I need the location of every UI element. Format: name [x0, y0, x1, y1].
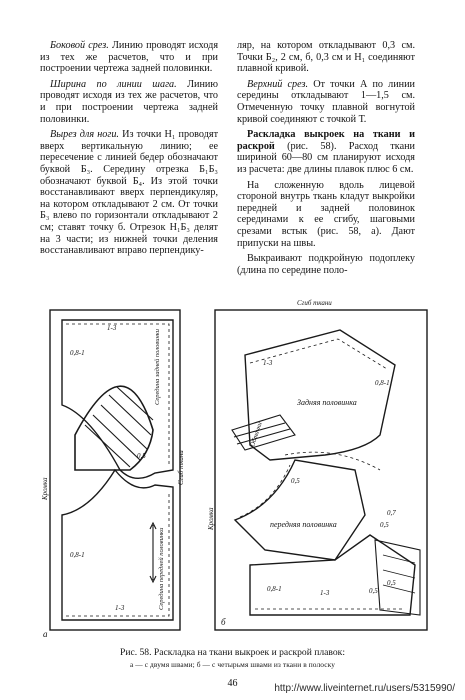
- label-seam: 0,7: [387, 509, 396, 517]
- figure-58: [35, 295, 435, 645]
- label-panel-b: б: [221, 617, 226, 627]
- paragraph-folding: [237, 180, 415, 250]
- label-panel-a: а: [43, 629, 48, 639]
- paragraph-step-width: [40, 79, 218, 125]
- paragraph-leg-cut: [40, 129, 218, 257]
- gusset-stripes-b: [383, 555, 415, 593]
- label-facings: Обтачки: [249, 421, 264, 448]
- run-in-heading: Ширина по линии шага.: [50, 78, 177, 90]
- label-seam: 0,5: [380, 521, 389, 529]
- label-back-half: Задняя половинка: [297, 398, 357, 407]
- paragraph-layout: [237, 129, 415, 175]
- paragraph-text: На сложенную вдоль лицевой стороной внутрь ткань кладут выкройки передней и задней половинок серединами к ее сгибу, шаговыми срезами встык (рис. 58, а). Дают припуски на швы.: [237, 179, 415, 249]
- page-number: 46: [227, 678, 238, 689]
- paragraph-continuation: [237, 40, 415, 75]
- paragraph-top-seam: [237, 79, 415, 125]
- paragraph-text: (рис. 58). Расход ткани шириной 60—80 см планируют исходя из расчета: две длины плавок плюс 6 см.: [237, 140, 416, 175]
- label-seam: 0,5: [369, 587, 378, 595]
- label-seam: 0,5: [137, 452, 146, 460]
- front-half-outline-a: [62, 470, 173, 620]
- label-seam: 1-3: [107, 324, 117, 332]
- grain-arrow-a: [150, 523, 156, 582]
- paragraph-text: Из точки Н₁ проводят вверх вертикальную линию; ее пересечение с линией бедер обозначают буквой Б₃. Середину отрезка Б₁Б₃ обозначают буквой Б₄. Из этой точки восстанавливают вверх перпендикуляр, на котором откладывают 2 см. От точки Б₃ влево по горизонтали откладывают 2 см; ставят точку б. Отрезок Н₁Б₃ делят на 3 части; из нижней точки деления восстанавливают вправо перпендику-: [40, 129, 219, 257]
- label-seam: 0,8-1: [70, 551, 85, 559]
- label-seam: 0,5: [291, 477, 300, 485]
- label-seam: 0,8-1: [267, 585, 282, 593]
- paragraph-text: Линию проводят исходя из тех же расчетов, что и при построении чертежа задней половинки.: [40, 40, 219, 75]
- run-in-heading: Верхний срез.: [247, 78, 309, 90]
- paragraph-text: Выкраивают подкройную подоплеку (длина по середине поло-: [237, 253, 415, 276]
- watermark-url: http://www.liveinternet.ru/users/5315990/: [274, 683, 455, 694]
- label-fold: Сгиб ткани: [177, 450, 185, 485]
- label-seam: 1-3: [320, 589, 330, 597]
- label-edge: Кромка: [207, 507, 215, 530]
- lining-piece-b: [250, 535, 415, 615]
- label-seam: 0,8-1: [375, 379, 390, 387]
- label-fold: Сгиб ткани: [297, 299, 332, 307]
- run-in-heading: Вырез для ноги.: [50, 129, 119, 141]
- paragraph-text: ляр, на котором откладывают 0,3 см. Точки Б₂, 2 см, б, 0,3 см и Н₁ соединяют плавной кривой.: [237, 40, 415, 75]
- left-text-column: [40, 40, 218, 261]
- front-half-outline-b: [235, 460, 365, 560]
- section-heading: Раскладка выкроек на ткани и раскрой: [237, 129, 415, 152]
- facings-piece-b: [232, 415, 295, 450]
- label-seam: 1-3: [115, 604, 125, 612]
- seam-allowance-front-b: [240, 465, 290, 517]
- right-text-column: [237, 40, 415, 280]
- paragraph-text: От точки А по линии середины откладывают 1—1,5 см. Отмеченную точку плавной вогнутой кривой соединяют с точкой Т.: [237, 78, 416, 125]
- figure-caption-legend: а — с двумя швами; б — с четырьмя швами из ткани в полоску: [129, 660, 336, 669]
- label-seam: 0,8-1: [70, 349, 85, 357]
- back-half-outline-b: [245, 330, 395, 460]
- run-in-heading: Боковой срез.: [50, 40, 109, 51]
- paragraph-text: Линию проводят исходя из тех же расчетов, что и при построении чертежа задней половинки.: [40, 78, 218, 125]
- paragraph-side-seam: [40, 40, 218, 75]
- label-front-half: передняя половинка: [270, 520, 337, 529]
- pattern-layout-drawing: [35, 295, 435, 645]
- figure-caption: Рис. 58. Раскладка на ткани выкроек и раскрой плавок:: [119, 647, 346, 658]
- paragraph-cutting: [237, 253, 415, 276]
- label-middle-back: Середина задней половинки: [154, 328, 161, 405]
- label-edge: Кромка: [41, 477, 49, 500]
- label-seam: 0,5: [387, 579, 396, 587]
- label-middle-front: Середина передней половинки: [158, 527, 165, 610]
- label-seam: 1-3: [263, 359, 273, 367]
